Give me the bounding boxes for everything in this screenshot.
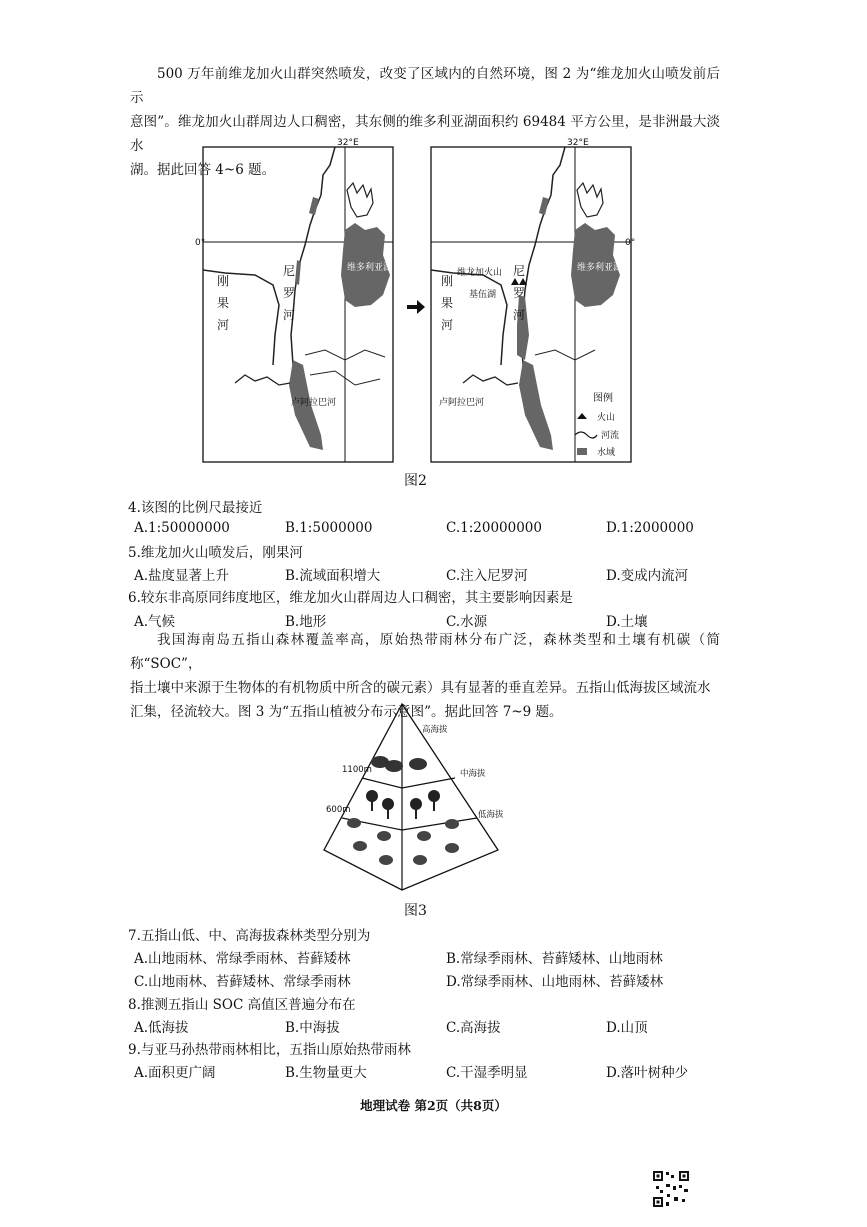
q5-option-c[interactable]: C.注入尼罗河: [446, 568, 528, 584]
map-after: [431, 138, 635, 462]
kivu-label: 基伍湖: [469, 290, 497, 300]
legend: [575, 391, 619, 458]
lon-label: 32°E: [337, 138, 359, 148]
low-elevation-label: 低海拔: [478, 810, 504, 820]
monsoon-forest-icons: [347, 818, 459, 865]
nile-char: 罗: [283, 286, 296, 300]
lake-label: 维多利亚湖: [347, 263, 393, 273]
q4-option-b[interactable]: B.1:5000000: [285, 520, 373, 536]
nile-char: 河: [283, 308, 296, 322]
volcano-label: 维龙加火山: [457, 268, 503, 278]
intro2-line: 汇集，径流较大。图 3 为“五指山植被分布示意图”。据此回答 7~9 题。: [130, 704, 563, 720]
legend-volcano-icon: [577, 413, 587, 419]
qr-code-icon[interactable]: [652, 1170, 690, 1208]
mid-elevation-label: 中海拔: [460, 769, 486, 779]
q7-option-b[interactable]: B.常绿季雨林、苔藓矮林、山地雨林: [446, 951, 663, 967]
q7-option-c[interactable]: C.山地雨林、苔藓矮林、常绿季雨林: [134, 974, 351, 990]
congo-char: 河: [441, 318, 454, 332]
q5-option-d[interactable]: D.变成内流河: [606, 568, 689, 584]
q7-option-d[interactable]: D.常绿季雨林、山地雨林、苔藓矮林: [446, 974, 664, 990]
q9-option-c[interactable]: C.干湿季明显: [446, 1065, 528, 1081]
nile-char: 尼: [283, 264, 296, 278]
legend-volcano-label: 火山: [597, 413, 616, 423]
lon-label: 32°E: [567, 138, 589, 148]
q5-option-a[interactable]: A.盐度显著上升: [134, 568, 230, 584]
congo-label: [441, 273, 457, 332]
congo-char: 刚: [217, 274, 230, 288]
nile-label: [283, 264, 299, 322]
legend-river-icon: [575, 432, 597, 438]
nile-char: 罗: [513, 286, 526, 300]
intro2-line: 我国海南岛五指山森林覆盖率高，原始热带雨林分布广泛，森林类型和土壤有机碳（简称“SOC”，: [130, 632, 720, 672]
figure2-maps: [195, 135, 640, 465]
q4-option-a[interactable]: A.1:50000000: [134, 520, 230, 536]
congo-char: 果: [217, 296, 230, 310]
question-7-stem: 7.五指山低、中、高海拔森林类型分别为: [128, 928, 371, 944]
rainforest-tree-icons: [366, 790, 440, 819]
congo-char: 河: [217, 318, 230, 332]
lake-label: 维多利亚湖: [577, 263, 623, 273]
q6-option-c[interactable]: C.水源: [446, 614, 488, 630]
q8-option-c[interactable]: C.高海拔: [446, 1020, 501, 1036]
q4-option-c[interactable]: C.1:20000000: [446, 520, 542, 536]
legend-water-label: 水域: [597, 448, 616, 458]
legend-water-icon: [577, 448, 587, 455]
q9-option-a[interactable]: A.面积更广阔: [134, 1065, 216, 1081]
question-6-stem: 6.较东非高原同纬度地区，维龙加火山群周边人口稠密，其主要影响因素是: [128, 590, 573, 606]
congo-char: 果: [441, 296, 454, 310]
q8-option-a[interactable]: A.低海拔: [134, 1020, 189, 1036]
legend-title: 图例: [593, 393, 613, 404]
intro-line: 意图”。维龙加火山群周边人口稠密，其东侧的维多利亚湖面积约 69484 平方公里，是非洲最大淡水: [130, 114, 720, 154]
intro-line: 500 万年前维龙加火山群突然喷发，改变了区域内的自然环境，图 2 为“维龙加火山喷发前后示: [130, 66, 720, 106]
legend-river-label: 河流: [601, 431, 620, 441]
lualaba-label: 卢阿拉巴河: [439, 398, 485, 408]
question-4-stem: 4.该图的比例尺最接近: [128, 500, 263, 516]
moss-forest-icons: [371, 756, 427, 772]
volcano-icon: [511, 278, 519, 285]
figure3-pyramid: [300, 700, 530, 895]
q6-option-b[interactable]: B.地形: [285, 614, 327, 630]
question-8-stem: 8.推测五指山 SOC 高值区普遍分布在: [128, 997, 356, 1013]
question-5-stem: 5.维龙加火山喷发后，刚果河: [128, 545, 303, 561]
q8-option-d[interactable]: D.山顶: [606, 1020, 648, 1036]
nile-char: 河: [513, 308, 526, 322]
intro2-line: 指土壤中来源于生物体的有机物质中所含的碳元素）具有显著的垂直差异。五指山低海拔区域流水: [130, 680, 711, 696]
question-9-stem: 9.与亚马孙热带雨林相比，五指山原始热带雨林: [128, 1042, 411, 1058]
lualaba-label: 卢阿拉巴河: [291, 398, 337, 408]
nile-char: 尼: [513, 264, 526, 278]
equator-label: 0°: [625, 238, 636, 248]
q6-option-d[interactable]: D.土壤: [606, 614, 648, 630]
q6-option-a[interactable]: A.气候: [134, 614, 176, 630]
elevation-600-label: 600m: [326, 805, 351, 815]
high-elevation-label: 高海拔: [422, 725, 448, 735]
intro-line: 湖。据此回答 4~6 题。: [130, 162, 276, 178]
q9-option-b[interactable]: B.生物量更大: [285, 1065, 367, 1081]
congo-char: 刚: [441, 274, 454, 288]
q4-option-d[interactable]: D.1:2000000: [606, 520, 694, 536]
page-footer: 地理试卷 第2页（共8页）: [360, 1098, 507, 1113]
elevation-1100-label: 1100m: [342, 765, 372, 775]
figure3-caption: 图3: [404, 903, 427, 919]
equator-label: 0°: [195, 238, 206, 248]
q8-option-b[interactable]: B.中海拔: [285, 1020, 340, 1036]
q5-option-b[interactable]: B.流域面积增大: [285, 568, 381, 584]
q9-option-d[interactable]: D.落叶树种少: [606, 1065, 689, 1081]
q7-option-a[interactable]: A.山地雨林、常绿季雨林、苔藓矮林: [134, 951, 351, 967]
arrow-icon: [407, 300, 425, 314]
figure2-caption: 图2: [404, 473, 427, 489]
congo-label: [217, 273, 233, 332]
